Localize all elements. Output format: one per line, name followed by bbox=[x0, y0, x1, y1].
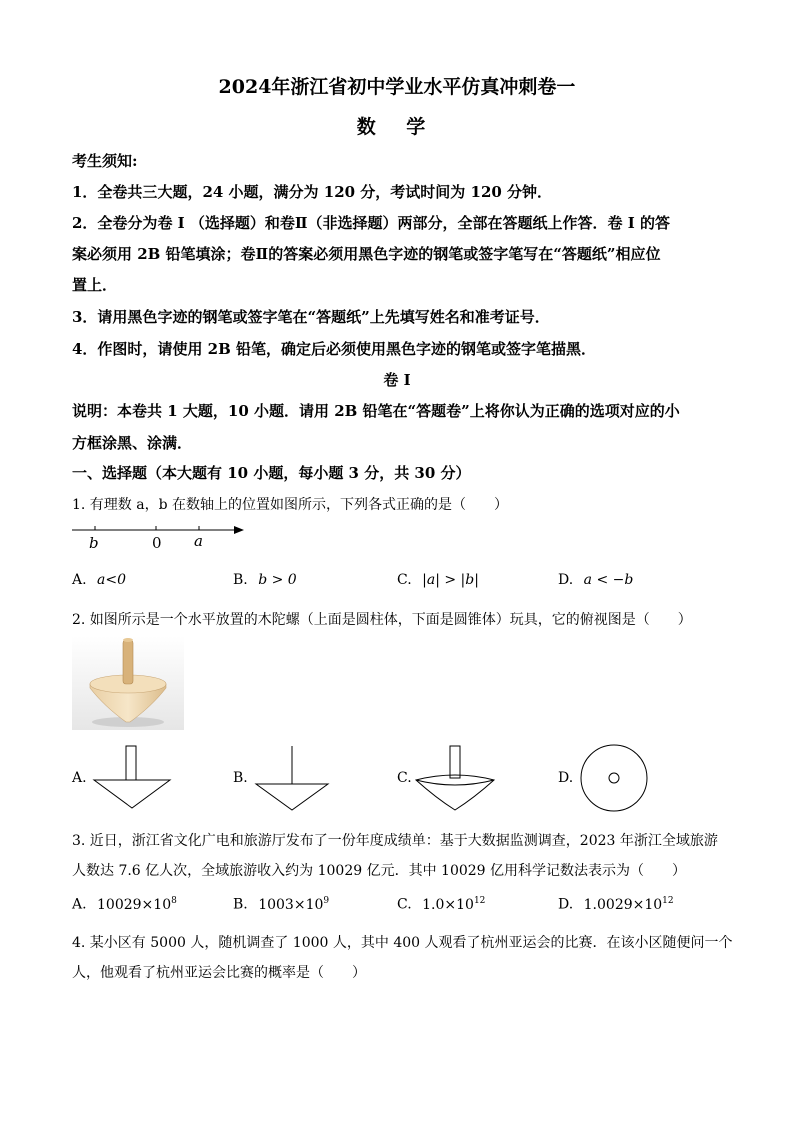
q1-option-c-letter: C. bbox=[397, 572, 412, 588]
q2-option-d-letter: D. bbox=[558, 770, 574, 786]
q1-option-a-expr: a<0 bbox=[97, 572, 126, 588]
notice-item-1: 1．全卷共三大题，24 小题，满分为 120 分，考试时间为 120 分钟． bbox=[72, 183, 553, 201]
q1-option-b bbox=[233, 572, 297, 588]
axis-label-zero: 0 bbox=[152, 534, 162, 552]
q3-line-2: 人数达 7.6 亿人次，全域旅游收入约为 10029 亿元．其中 10029 亿用科学记数法表示为（ ） bbox=[72, 863, 687, 879]
q3-option-b bbox=[233, 896, 329, 913]
q1-option-a bbox=[72, 572, 126, 588]
section-heading: 一、选择题（本大题有 10 小题，每小题 3 分，共 30 分） bbox=[72, 464, 471, 482]
q1-option-c-expr: |a| > |b| bbox=[422, 572, 479, 588]
q3-option-d-letter: D. bbox=[558, 896, 574, 913]
q1-option-b-expr: b > 0 bbox=[258, 572, 297, 588]
q2-option-d-figure bbox=[574, 742, 654, 816]
notice-item-3: 3．请用黑色字迹的钢笔或签字笔在“答题纸”上先填写姓名和准考证号． bbox=[72, 308, 550, 326]
axis-label-b: b bbox=[89, 534, 99, 552]
q3-option-a-exp: 8 bbox=[171, 896, 177, 906]
notice-item-2-cont: 案必须用 2B 铅笔填涂；卷Ⅱ的答案必须用黑色字迹的钢笔或签字笔写在“答题纸”相应位 bbox=[72, 245, 661, 263]
q1-stem: 1. 有理数 a，b 在数轴上的位置如图所示，下列各式正确的是（ ） bbox=[72, 497, 509, 513]
q2-option-c-letter: C. bbox=[397, 770, 412, 786]
q1-option-a-letter: A. bbox=[72, 572, 87, 588]
q2-option-b-letter: B. bbox=[233, 770, 248, 786]
q3-option-c bbox=[397, 896, 485, 913]
notice-heading: 考生须知: bbox=[72, 152, 138, 170]
subject-title: 数 学 bbox=[356, 116, 438, 138]
q3-option-b-base: 1003×10 bbox=[258, 896, 324, 913]
volume-explain-1: 说明：本卷共 1 大题，10 小题．请用 2B 铅笔在“答题卷”上将你认为正确的选项对应的小 bbox=[72, 402, 680, 420]
notice-item-2-end: 置上． bbox=[72, 276, 118, 294]
q3-option-a-letter: A. bbox=[72, 896, 87, 913]
q3-option-d-exp: 12 bbox=[662, 896, 674, 906]
q3-option-a bbox=[72, 896, 177, 913]
notice-item-4: 4．作图时，请使用 2B 铅笔，确定后必须使用黑色字迹的钢笔或签字笔描黑． bbox=[72, 340, 596, 358]
volume-explain-2: 方框涂黑、涂满． bbox=[72, 434, 193, 452]
q1-option-c bbox=[397, 572, 479, 588]
q3-option-a-base: 10029×10 bbox=[97, 896, 172, 913]
q2-option-b-figure bbox=[252, 742, 342, 814]
q3-option-c-letter: C. bbox=[397, 896, 412, 913]
q4-line-1: 4. 某小区有 5000 人，随机调查了 1000 人，其中 400 人观看了杭州亚运会的比赛．在该小区随便问一个 bbox=[72, 935, 733, 951]
q1-option-d-letter: D. bbox=[558, 572, 574, 588]
number-line-figure bbox=[68, 518, 258, 552]
q2-option-a-letter: A. bbox=[72, 770, 87, 786]
q3-option-b-exp: 9 bbox=[323, 896, 330, 906]
exam-title: 2024年浙江省初中学业水平仿真冲刺卷一 bbox=[218, 76, 576, 98]
spinning-top-photo bbox=[72, 636, 184, 730]
q2-option-c-figure bbox=[412, 742, 502, 814]
q3-line-1: 3. 近日，浙江省文化广电和旅游厅发布了一份年度成绩单：基于大数据监测调查，2023 年浙江全域旅游 bbox=[72, 833, 718, 849]
volume-heading: 卷 I bbox=[383, 371, 411, 389]
q2-stem: 2. 如图所示是一个水平放置的木陀螺（上面是圆柱体，下面是圆锥体）玩具，它的俯视图是（ ） bbox=[72, 612, 692, 628]
q3-option-c-exp: 12 bbox=[473, 896, 486, 906]
axis-label-a: a bbox=[194, 532, 203, 550]
q1-option-d-expr: a < −b bbox=[583, 572, 634, 588]
q3-option-d-base: 1.0029×10 bbox=[583, 896, 663, 913]
q2-option-a-figure bbox=[90, 742, 180, 812]
q1-option-d bbox=[558, 572, 633, 588]
q3-option-b-letter: B. bbox=[233, 896, 248, 913]
q4-line-2: 人，他观看了杭州亚运会比赛的概率是（ ） bbox=[72, 965, 366, 981]
notice-item-2: 2．全卷分为卷 I （选择题）和卷Ⅱ（非选择题）两部分，全部在答题纸上作答．卷 I 的答 bbox=[72, 214, 671, 232]
q3-option-c-base: 1.0×10 bbox=[422, 896, 474, 913]
q3-option-d bbox=[558, 896, 674, 913]
q1-option-b-letter: B. bbox=[233, 572, 248, 588]
